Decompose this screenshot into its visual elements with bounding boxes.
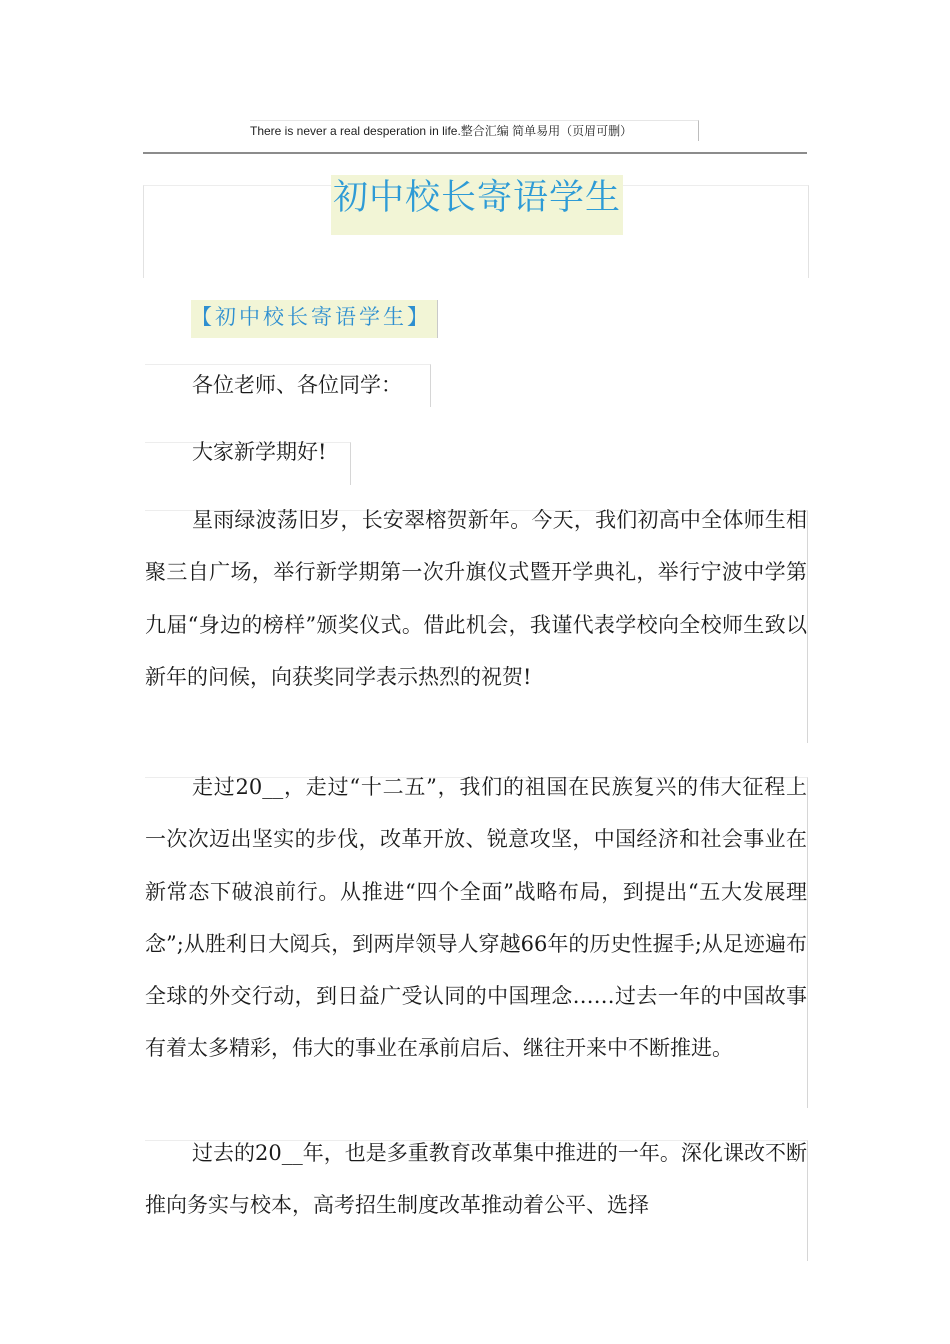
page-header-text: There is never a real desperation in life.整合汇编 简单易用（页眉可删） — [250, 120, 699, 141]
salutation: 各位老师、各位同学： — [192, 373, 402, 397]
paragraph-3: 过去的20__年，也是多重教育改革集中推进的一年。深化课改不断推向务实与校本，高考招生制度改革推动着公平、选择 — [145, 1141, 807, 1218]
document-subtitle: 【初中校长寄语学生】 — [191, 300, 438, 338]
paragraph-2: 走过20__，走过“十二五”，我们的祖国在民族复兴的伟大征程上一次次迈出坚实的步伐，改革开放、锐意攻坚，中国经济和社会事业在新常态下破浪前行。从推进“四个全面”战略布局，到提出“五大发展理念”;从胜利日大阅兵，到两岸领导人穿越66年的历史性握手;从足迹遍布全球的外交行动，到日益广受认同的中国理念……过去一年的中国故事有着太多精彩，伟大的事业在承前启后、继往开来中不断推进。 — [145, 775, 807, 1061]
header-divider — [143, 152, 807, 154]
greeting: 大家新学期好! — [192, 440, 327, 464]
paragraph-1: 星雨绿波荡旧岁，长安翠榕贺新年。今天，我们初高中全体师生相聚三自广场，举行新学期第一次升旗仪式暨开学典礼，举行宁波中学第九届“身边的榜样”颁奖仪式。借此机会，我谨代表学校向全校师生致以新年的问候，向获奖同学表示热烈的祝贺! — [145, 508, 807, 689]
document-title: 初中校长寄语学生 — [331, 175, 623, 235]
